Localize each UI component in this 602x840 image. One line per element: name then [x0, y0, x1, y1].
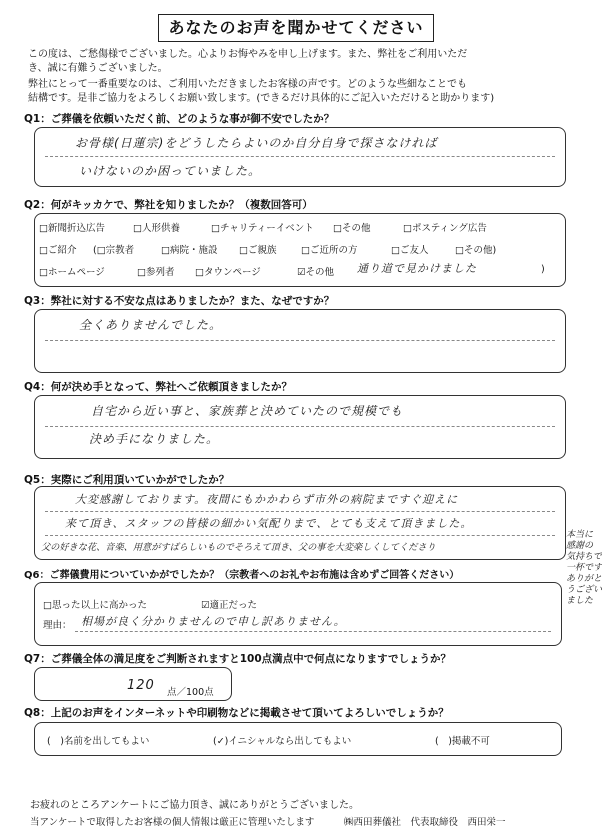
intro-line: 結構です。是非ご協力をよろしくお願い致します。(できるだけ具体的にご記入いただけると助かります): [28, 93, 495, 104]
q5-answer-box: [34, 486, 566, 560]
q2-option[interactable]: □ご親族: [239, 245, 277, 256]
margin-note-line: 感謝の: [566, 541, 594, 551]
margin-note-line: うござい: [566, 585, 602, 595]
q2-options-box: [34, 213, 566, 287]
q2-option-checked[interactable]: ☑その他: [297, 267, 335, 278]
q8-option[interactable]: ( )名前を出してもよい: [47, 736, 150, 747]
q2-option[interactable]: □チャリティーイベント: [211, 223, 314, 234]
q5-answer-line: 来て頂き、スタッフの皆様の細かい気配りまで、とても支えて頂きました。: [65, 517, 473, 530]
q2-option[interactable]: □ご紹介: [39, 245, 77, 256]
q6-answer-box: [34, 582, 562, 646]
intro-line: 弊社にとって一番重要なのは、ご利用いただきましたお客様の声です。どのような些細なことでも: [28, 79, 467, 90]
q5-margin-note: [566, 530, 602, 607]
q2-option[interactable]: □新聞折込広告: [39, 223, 105, 234]
q6-question: Q6：ご葬儀費用についていかがでしたか？（宗教者へのお礼やお布施は含めずご回答ください）: [24, 570, 460, 581]
q1-answer-line: お骨様(日蓮宗)をどうしたらよいのか自分自身で探さなければ: [75, 136, 438, 150]
q8-question: Q8：上記のお声をインターネットや印刷物などに掲載させて頂いてよろしいでしょうか？: [24, 707, 449, 719]
intro-line: この度は、ご愁傷様でございました。心よりお悔やみを申し上げます。また、弊社をご利用いただ: [28, 49, 468, 60]
q2-option[interactable]: □ホームページ: [39, 267, 105, 278]
q7-question: Q7：ご葬儀全体の満足度をご判断されますと100点満点中で何点になりますでしょうか？: [24, 653, 451, 665]
q5-answer-line: 父の好きな花、音楽、用意がすばらしいものでそろえて頂き、父の事を大変楽しくしてくださり: [41, 542, 436, 553]
q2-option[interactable]: □その他: [333, 223, 371, 234]
q3-answer-line: 全くありませんでした。: [79, 318, 223, 332]
q6-reason-label: 理由：: [43, 620, 72, 631]
q2-question: Q2：何がキッカケで、弊社を知りましたか？（複数回答可）: [24, 199, 313, 211]
q1-question: Q1：ご葬儀を依頼いただく前、どのような事が御不安でしたか？: [24, 113, 335, 125]
q2-other-answer: 通り道で見かけました: [357, 262, 477, 275]
q2-option[interactable]: □タウンページ: [195, 267, 261, 278]
q7-score-box: [34, 667, 232, 701]
q4-question: Q4：何が決め手となって、弊社へご依頼頂きましたか？: [24, 381, 293, 393]
q8-option-checked[interactable]: (✓)イニシャルなら出してもよい: [213, 736, 352, 747]
q1-answer-line: いけないのか困っていました。: [79, 164, 262, 178]
q7-score: 120: [127, 678, 155, 693]
q2-option[interactable]: □ご近所の方: [301, 245, 358, 256]
q2-option[interactable]: □参列者: [137, 267, 175, 278]
intro-line: き、誠に有難うございました。: [28, 63, 168, 74]
q2-option[interactable]: (□宗教者: [93, 245, 135, 256]
q8-options-box: [34, 722, 562, 756]
q2-option[interactable]: □ポスティング広告: [403, 223, 487, 234]
q2-option[interactable]: □人形供養: [133, 223, 180, 234]
q5-question: Q5：実際にご利用頂いていかがでしたか？: [24, 474, 230, 486]
q4-answer-line: 決め手になりました。: [89, 432, 220, 446]
q2-option[interactable]: □病院・施設: [161, 245, 218, 256]
margin-note-line: ありがと: [566, 574, 602, 584]
q6-option-checked[interactable]: ☑適正だった: [201, 600, 258, 611]
q2-option[interactable]: □その他): [455, 245, 497, 256]
q7-score-suffix: 点／100点: [167, 687, 214, 698]
margin-note-line: ました: [566, 596, 594, 606]
q3-answer-box: [34, 309, 566, 373]
q3-question: Q3：弊社に対する不安な点はありましたか？また、なぜですか？: [24, 295, 335, 307]
footer-privacy: 当アンケートで取得したお客様の個人情報は厳正に管理いたします: [30, 817, 315, 828]
q8-option[interactable]: ( )掲載不可: [435, 736, 490, 747]
q1-answer-box: [34, 127, 566, 187]
footer-thanks: お疲れのところアンケートにご協力頂き、誠にありがとうございました。: [30, 800, 359, 811]
q2-option[interactable]: □ご友人: [391, 245, 429, 256]
q6-reason-answer: 相場が良く分かりませんので申し訳ありません。: [81, 615, 346, 628]
margin-note-line: 一杯です: [566, 563, 602, 573]
q2-close-paren: ): [541, 264, 545, 275]
footer-company: ㈱西田葬儀社 代表取締役 西田栄一: [344, 817, 506, 828]
q4-answer-line: 自宅から近い事と、家族葬と決めていたので規模でも: [91, 404, 404, 418]
margin-note-line: 本当に: [566, 530, 594, 540]
page-title: あなたのお声を聞かせてください: [158, 14, 434, 42]
q6-option[interactable]: □思った以上に高かった: [43, 600, 147, 611]
q5-answer-line: 大変感謝しております。夜間にもかかわらず市外の病院まですぐ迎えに: [75, 493, 459, 506]
q4-answer-box: [34, 395, 566, 459]
margin-note-line: 気持ちで: [566, 552, 602, 562]
